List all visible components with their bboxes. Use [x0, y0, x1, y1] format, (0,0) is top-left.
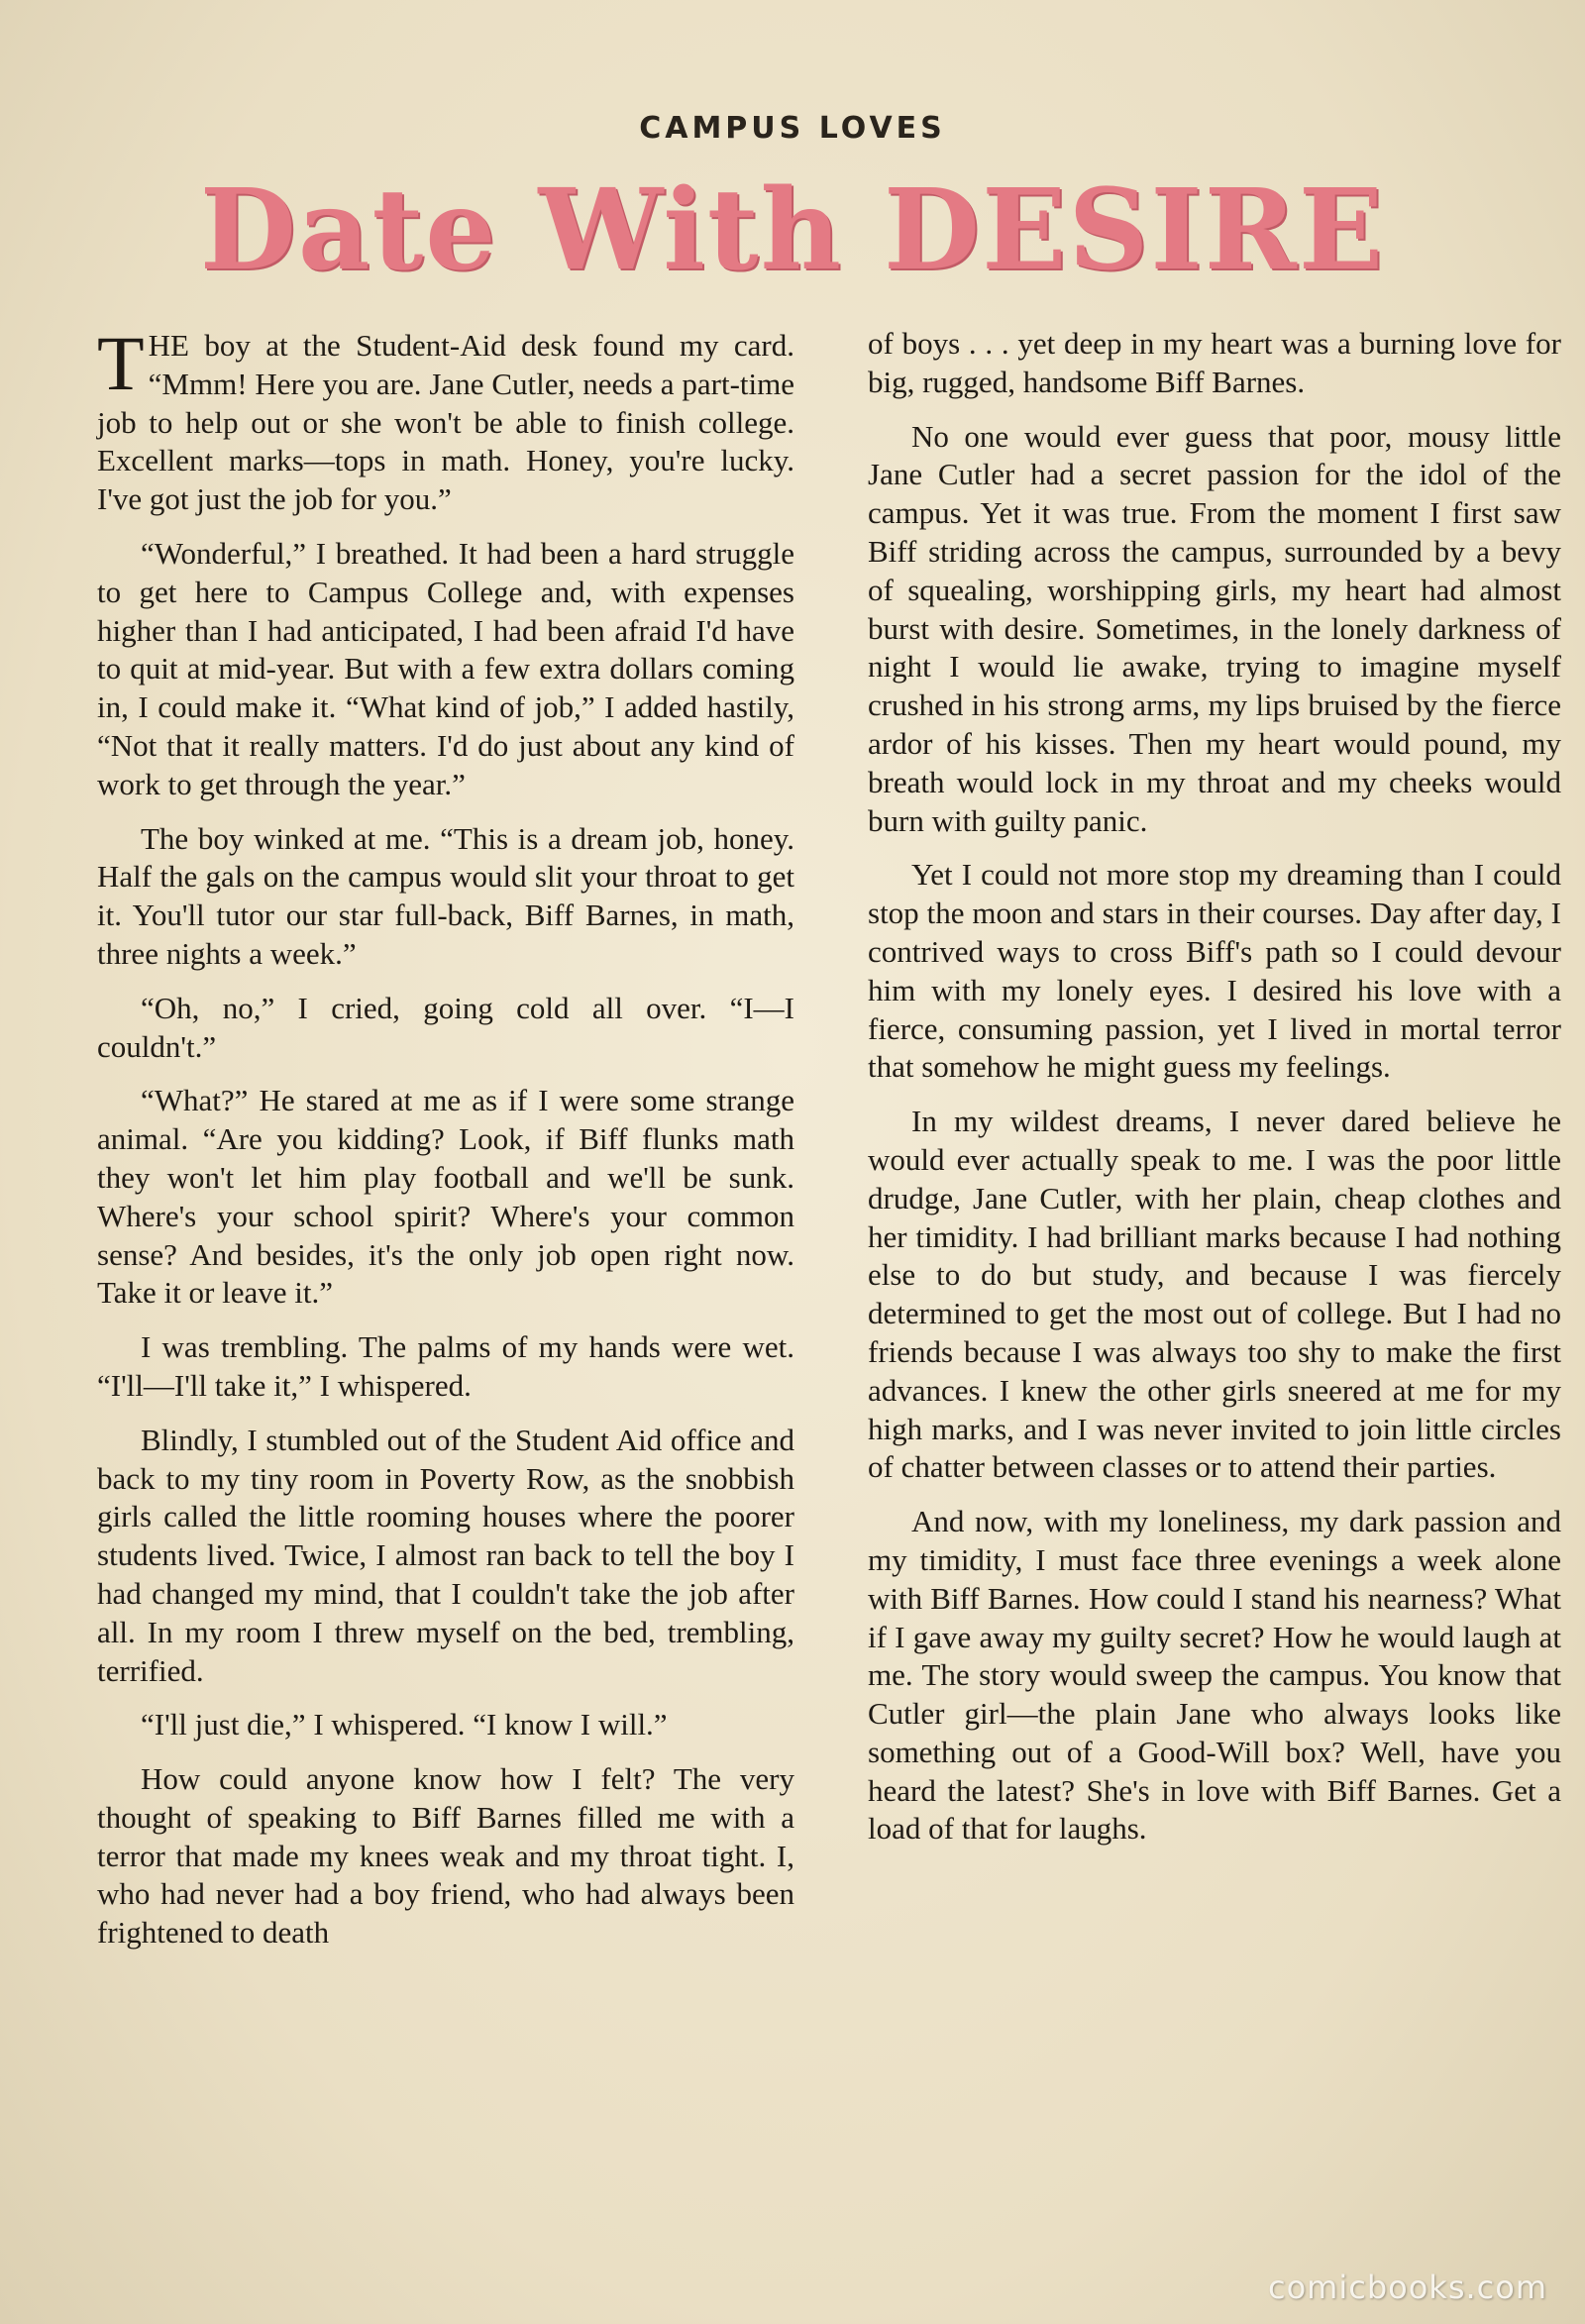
paragraph: “I'll just die,” I whispered. “I know I will.”	[141, 1707, 668, 1743]
paragraph: “What?” He stared at me as if I were some strange animal. “Are you kidding? Look, if Biff flunks math they won't let him play football and we'll be sunk. Where's your school spirit? Where's your common sense? And besides, it's the only job open right now. Take it or leave it.”	[97, 1083, 794, 1311]
paragraph: I was trembling. The palms of my hands were wet. “I'll—I'll take it,” I whispered.	[97, 1329, 794, 1403]
paragraph: How could anyone know how I felt? The very thought of speaking to Biff Barnes filled me with a terror that made my knees weak and my throat tight. I, who had never had a boy friend, who had always been frightened to death	[97, 1761, 794, 1951]
right-column	[868, 325, 1561, 1864]
paragraph: of boys . . . yet deep in my heart was a burning love for big, rugged, handsome Biff Barnes.	[868, 326, 1561, 399]
site-watermark: comicbooks.com	[1267, 2269, 1547, 2306]
drop-cap: T	[97, 320, 145, 406]
paragraph: In my wildest dreams, I never dared believe he would ever actually speak to me. I was the poor little drudge, Jane Cutler, with her plain, cheap clothes and her timidity. I had brilliant marks because I had nothing else to do but study, and because I was fiercely determined to get the most out of college. But I had no friends because I was always too shy to make the first advances. I knew the other girls sneered at me for my high marks, and I was never invited to join little circles of chatter between classes or to attend their parties.	[868, 1104, 1561, 1485]
paragraph: “Oh, no,” I cried, going cold all over. “I—I couldn't.”	[97, 990, 794, 1064]
paragraph: “Wonderful,” I breathed. It had been a hard struggle to get here to Campus College and, with expenses higher than I had anticipated, I had been afraid I'd have to quit at mid-year. But with a few extra dollars coming in, I could make it. “What kind of job,” I added hastily, “Not that it really matters. I'd do just about any kind of work to get through the year.”	[97, 535, 794, 801]
left-column	[97, 320, 794, 1968]
paragraph: Blindly, I stumbled out of the Student Aid office and back to my tiny room in Poverty Row, as the snobbish girls called the little rooming houses where the poorer students lived. Twice, I almost ran back to tell the boy I had changed my mind, that I couldn't take the job after all. In my room I threw myself on the bed, trembling, terrified.	[97, 1422, 794, 1688]
paragraph: The boy winked at me. “This is a dream job, honey. Half the gals on the campus would slit your throat to get it. You'll tutor our star full-back, Biff Barnes, in math, three nights a week.”	[97, 820, 794, 971]
paragraph: No one would ever guess that poor, mousy little Jane Cutler had a secret passion for the idol of the campus. Yet it was true. From the moment I first saw Biff striding across the campus, surrounded by a bevy of squealing, worshipping girls, my heart had almost burst with desire. Sometimes, in the lonely darkness of night I would lie awake, trying to imagine myself crushed in his strong arms, my lips bruised by the fierce ardor of his kisses. Then my heart would pound, my breath would lock in my throat and my cheeks would burn with guilty panic.	[868, 418, 1561, 838]
paragraph: Yet I could not more stop my dreaming than I could stop the moon and stars in their courses. Day after day, I contrived ways to cross Biff's path so I could devour him with my lonely eyes. I desired his love with a fierce, consuming passion, yet I lived in mortal terror that somehow he might guess my feelings.	[868, 857, 1561, 1085]
paragraph	[97, 320, 794, 519]
paragraph-text: HE boy at the Student-Aid desk found my card. “Mmm! Here you are. Jane Cutler, needs a part-time job to help out or she won't be able to finish college. Excellent marks—tops in math. Honey, you're lucky. I've got just the job for you.”	[97, 328, 794, 517]
story-title: Date With DESIRE	[199, 165, 1386, 295]
paragraph: And now, with my loneliness, my dark passion and my timidity, I must face three evenings a week alone with Biff Barnes. How could I stand his nearness? What if I gave away my guilty secret? How he would laugh at me. The story would sweep the campus. You know that Cutler girl—the plain Jane who always looks like something out of a Good-Will box? Well, have you heard the latest? She's in love with Biff Barnes. Get a load of that for laughs.	[868, 1504, 1561, 1847]
section-kicker: CAMPUS LOVES	[639, 111, 946, 146]
